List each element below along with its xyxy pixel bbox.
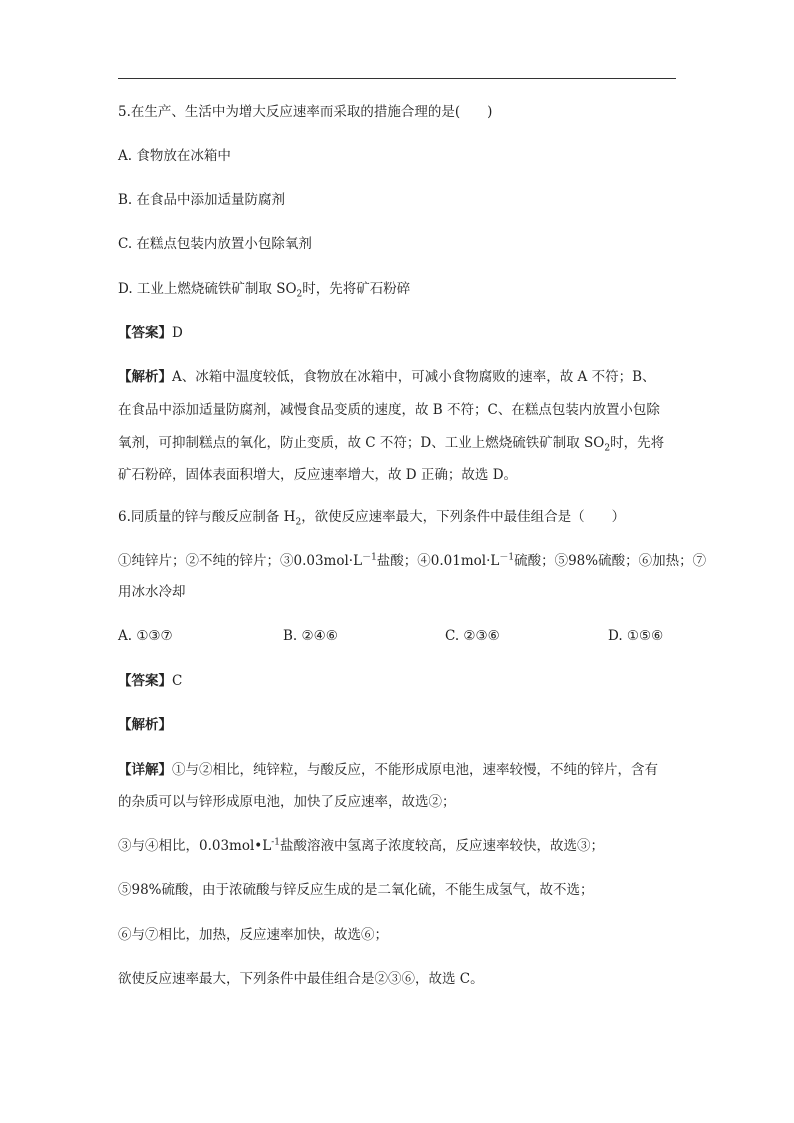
analysis-label: 【解析】 — [118, 369, 172, 385]
q5-option-c: C. 在糕点包装内放置小包除氧剂 — [118, 236, 312, 252]
q6-conditions-line-1 — [118, 552, 707, 569]
answer-value: C — [172, 673, 183, 689]
detail-label: 【详解】 — [118, 762, 172, 778]
header-rule — [118, 78, 676, 79]
cond-text-a: ①纯锌片；②不纯的锌片；③0.03mol·L — [118, 553, 363, 569]
q6-option-c: C. ②③⑥ — [445, 628, 500, 644]
q6-stem — [118, 509, 626, 528]
cond-text-b: 盐酸；④0.01mol·L — [376, 553, 500, 569]
cond-sup-2: －1 — [499, 552, 515, 563]
detail-sup: -1 — [271, 837, 281, 848]
q5-option-d-sub: 2 — [296, 289, 303, 300]
q6-analysis-label: 【解析】 — [118, 717, 172, 733]
q5-option-a: A. 食物放在冰箱中 — [118, 148, 231, 164]
q6-conditions-line-2: 用冰水冷却 — [118, 584, 186, 600]
analysis-text-tail: 时，先将 — [610, 435, 665, 451]
detail-text-tail: 盐酸溶液中氢离子浓度较高，反应速率较快，故选③； — [280, 838, 605, 854]
answer-label: 【答案】 — [118, 325, 172, 341]
cond-text-c: 硫酸；⑤98%硫酸；⑥加热；⑦ — [514, 553, 707, 569]
analysis-sub: 2 — [604, 443, 611, 454]
q5-answer — [118, 327, 183, 341]
detail-text: ①与②相比，纯锌粒，与酸反应，不能形成原电池，速率较慢，不纯的锌片，含有 — [172, 762, 658, 778]
q6-detail-line-5: ⑥与⑦相比，加热，反应速率加快，故选⑥； — [118, 927, 388, 943]
q6-option-a: A. ①③⑦ — [118, 628, 173, 644]
analysis-text: 氧剂，可抑制糕点的氧化，防止变质，故 C 不符；D、工业上燃烧硫铁矿制取 SO — [118, 435, 605, 451]
cond-sup-1: －1 — [362, 552, 377, 563]
q5-option-d — [118, 281, 411, 300]
detail-text: ③与④相比，0.03mol•L — [118, 838, 272, 854]
q6-stem-text: 6.同质量的锌与酸反应制备 H — [118, 509, 296, 525]
q6-option-d: D. ①⑤⑥ — [608, 628, 664, 644]
q6-detail-line-2: 的杂质可以与锌形成原电池，加快了反应速率，故选②； — [118, 794, 456, 810]
q6-stem-tail: ，欲使反应速率最大，下列条件中最佳组合是（ ） — [301, 509, 626, 525]
q5-option-b: B. 在食品中添加适量防腐剂 — [118, 192, 286, 208]
q6-detail-line-6: 欲使反应速率最大，下列条件中最佳组合是②③⑥，故选 C。 — [118, 971, 484, 987]
q5-option-d-text: D. 工业上燃烧硫铁矿制取 SO — [118, 281, 297, 297]
q5-analysis-line-1 — [118, 371, 656, 385]
answer-label: 【答案】 — [118, 673, 172, 689]
q6-stem-sub: 2 — [295, 517, 302, 528]
q6-answer — [118, 675, 182, 689]
answer-value: D — [172, 325, 183, 341]
analysis-text: A、冰箱中温度较低，食物放在冰箱中，可减小食物腐败的速率，故 A 不符；B、 — [172, 369, 656, 385]
q5-option-d-tail: 时，先将矿石粉碎 — [302, 281, 411, 297]
q6-option-b: B. ②④⑥ — [283, 628, 338, 644]
q6-detail-line-4: ⑤98%硫酸，由于浓硫酸与锌反应生成的是二氧化硫，不能生成氢气，故不选； — [118, 882, 594, 898]
q5-analysis-line-2: 在食品中添加适量防腐剂，减慢食品变质的速度，故 B 不符；C、在糕点包装内放置小包除 — [118, 402, 660, 418]
q5-analysis-line-4: 矿石粉碎，固体表面积增大，反应速率增大，故 D 正确；故选 D。 — [118, 467, 518, 483]
q5-analysis-line-3 — [118, 435, 665, 454]
q6-detail-line-1 — [118, 764, 658, 778]
q6-detail-line-3 — [118, 837, 605, 854]
q5-stem: 5.在生产、生活中为增大反应速率而采取的措施合理的是( ) — [118, 104, 493, 120]
